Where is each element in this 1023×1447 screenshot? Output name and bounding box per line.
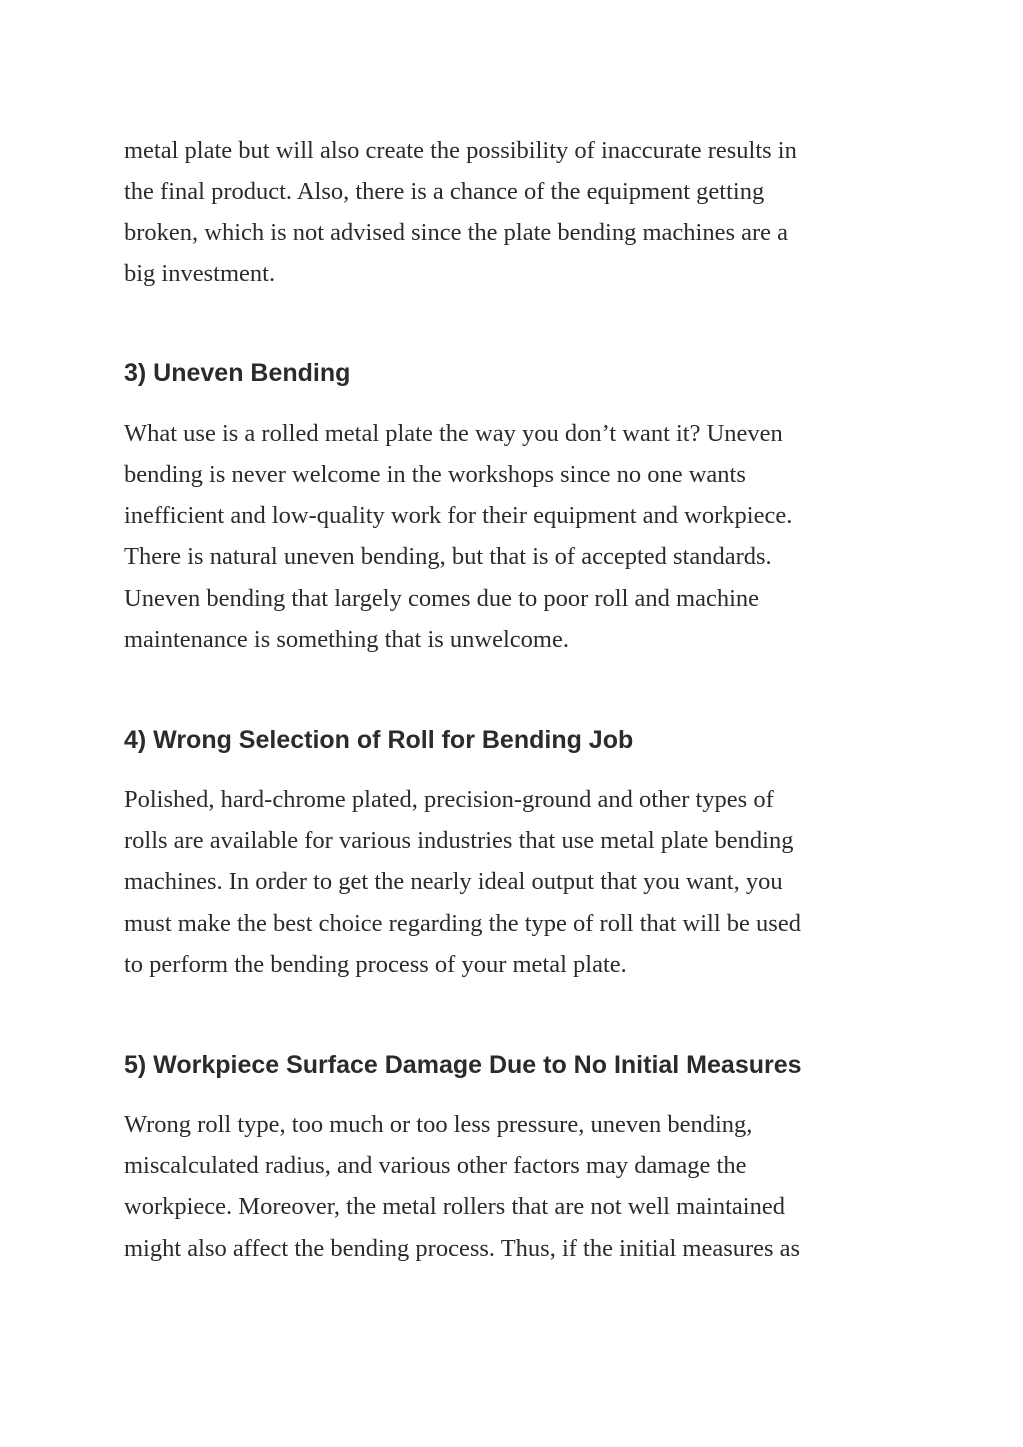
paragraph-line: might also affect the bending process. Thus, if the initial measures as xyxy=(124,1235,801,1262)
paragraph-line: Wrong roll type, too much or too less pressure, uneven bending, xyxy=(124,1111,753,1138)
paragraph-line: must make the best choice regarding the type of roll that will be used xyxy=(124,910,801,937)
paragraph-line: rolls are available for various industries that use metal plate bending xyxy=(124,827,794,854)
paragraph-line: bending is never welcome in the workshops since no one wants xyxy=(124,461,746,488)
paragraph-line: There is natural uneven bending, but that is of accepted standards. xyxy=(124,543,772,570)
paragraph-line: broken, which is not advised since the plate bending machines are a xyxy=(124,219,789,246)
paragraph-line: What use is a rolled metal plate the way you don’t want it? Uneven xyxy=(124,420,783,447)
paragraph-line: maintenance is something that is unwelcome. xyxy=(124,626,569,653)
paragraph-line: Uneven bending that largely comes due to poor roll and machine xyxy=(124,585,760,612)
paragraph-line: metal plate but will also create the possibility of inaccurate results in xyxy=(124,137,797,164)
section-heading: 5) Workpiece Surface Damage Due to No Initial Measures xyxy=(124,1051,802,1079)
paragraph-line: the final product. Also, there is a chance of the equipment getting xyxy=(124,178,765,205)
paragraph-line: Polished, hard-chrome plated, precision-ground and other types of xyxy=(124,786,774,813)
paragraph-line: miscalculated radius, and various other factors may damage the xyxy=(124,1152,747,1179)
paragraph-line: inefficient and low-quality work for their equipment and workpiece. xyxy=(124,502,793,529)
section-heading: 4) Wrong Selection of Roll for Bending Job xyxy=(124,726,634,754)
paragraph-line: machines. In order to get the nearly ideal output that you want, you xyxy=(124,868,783,895)
paragraph-line: to perform the bending process of your metal plate. xyxy=(124,951,627,978)
paragraph-line: workpiece. Moreover, the metal rollers that are not well maintained xyxy=(124,1193,785,1220)
section-heading: 3) Uneven Bending xyxy=(124,359,351,387)
paragraph-line: big investment. xyxy=(124,260,276,287)
